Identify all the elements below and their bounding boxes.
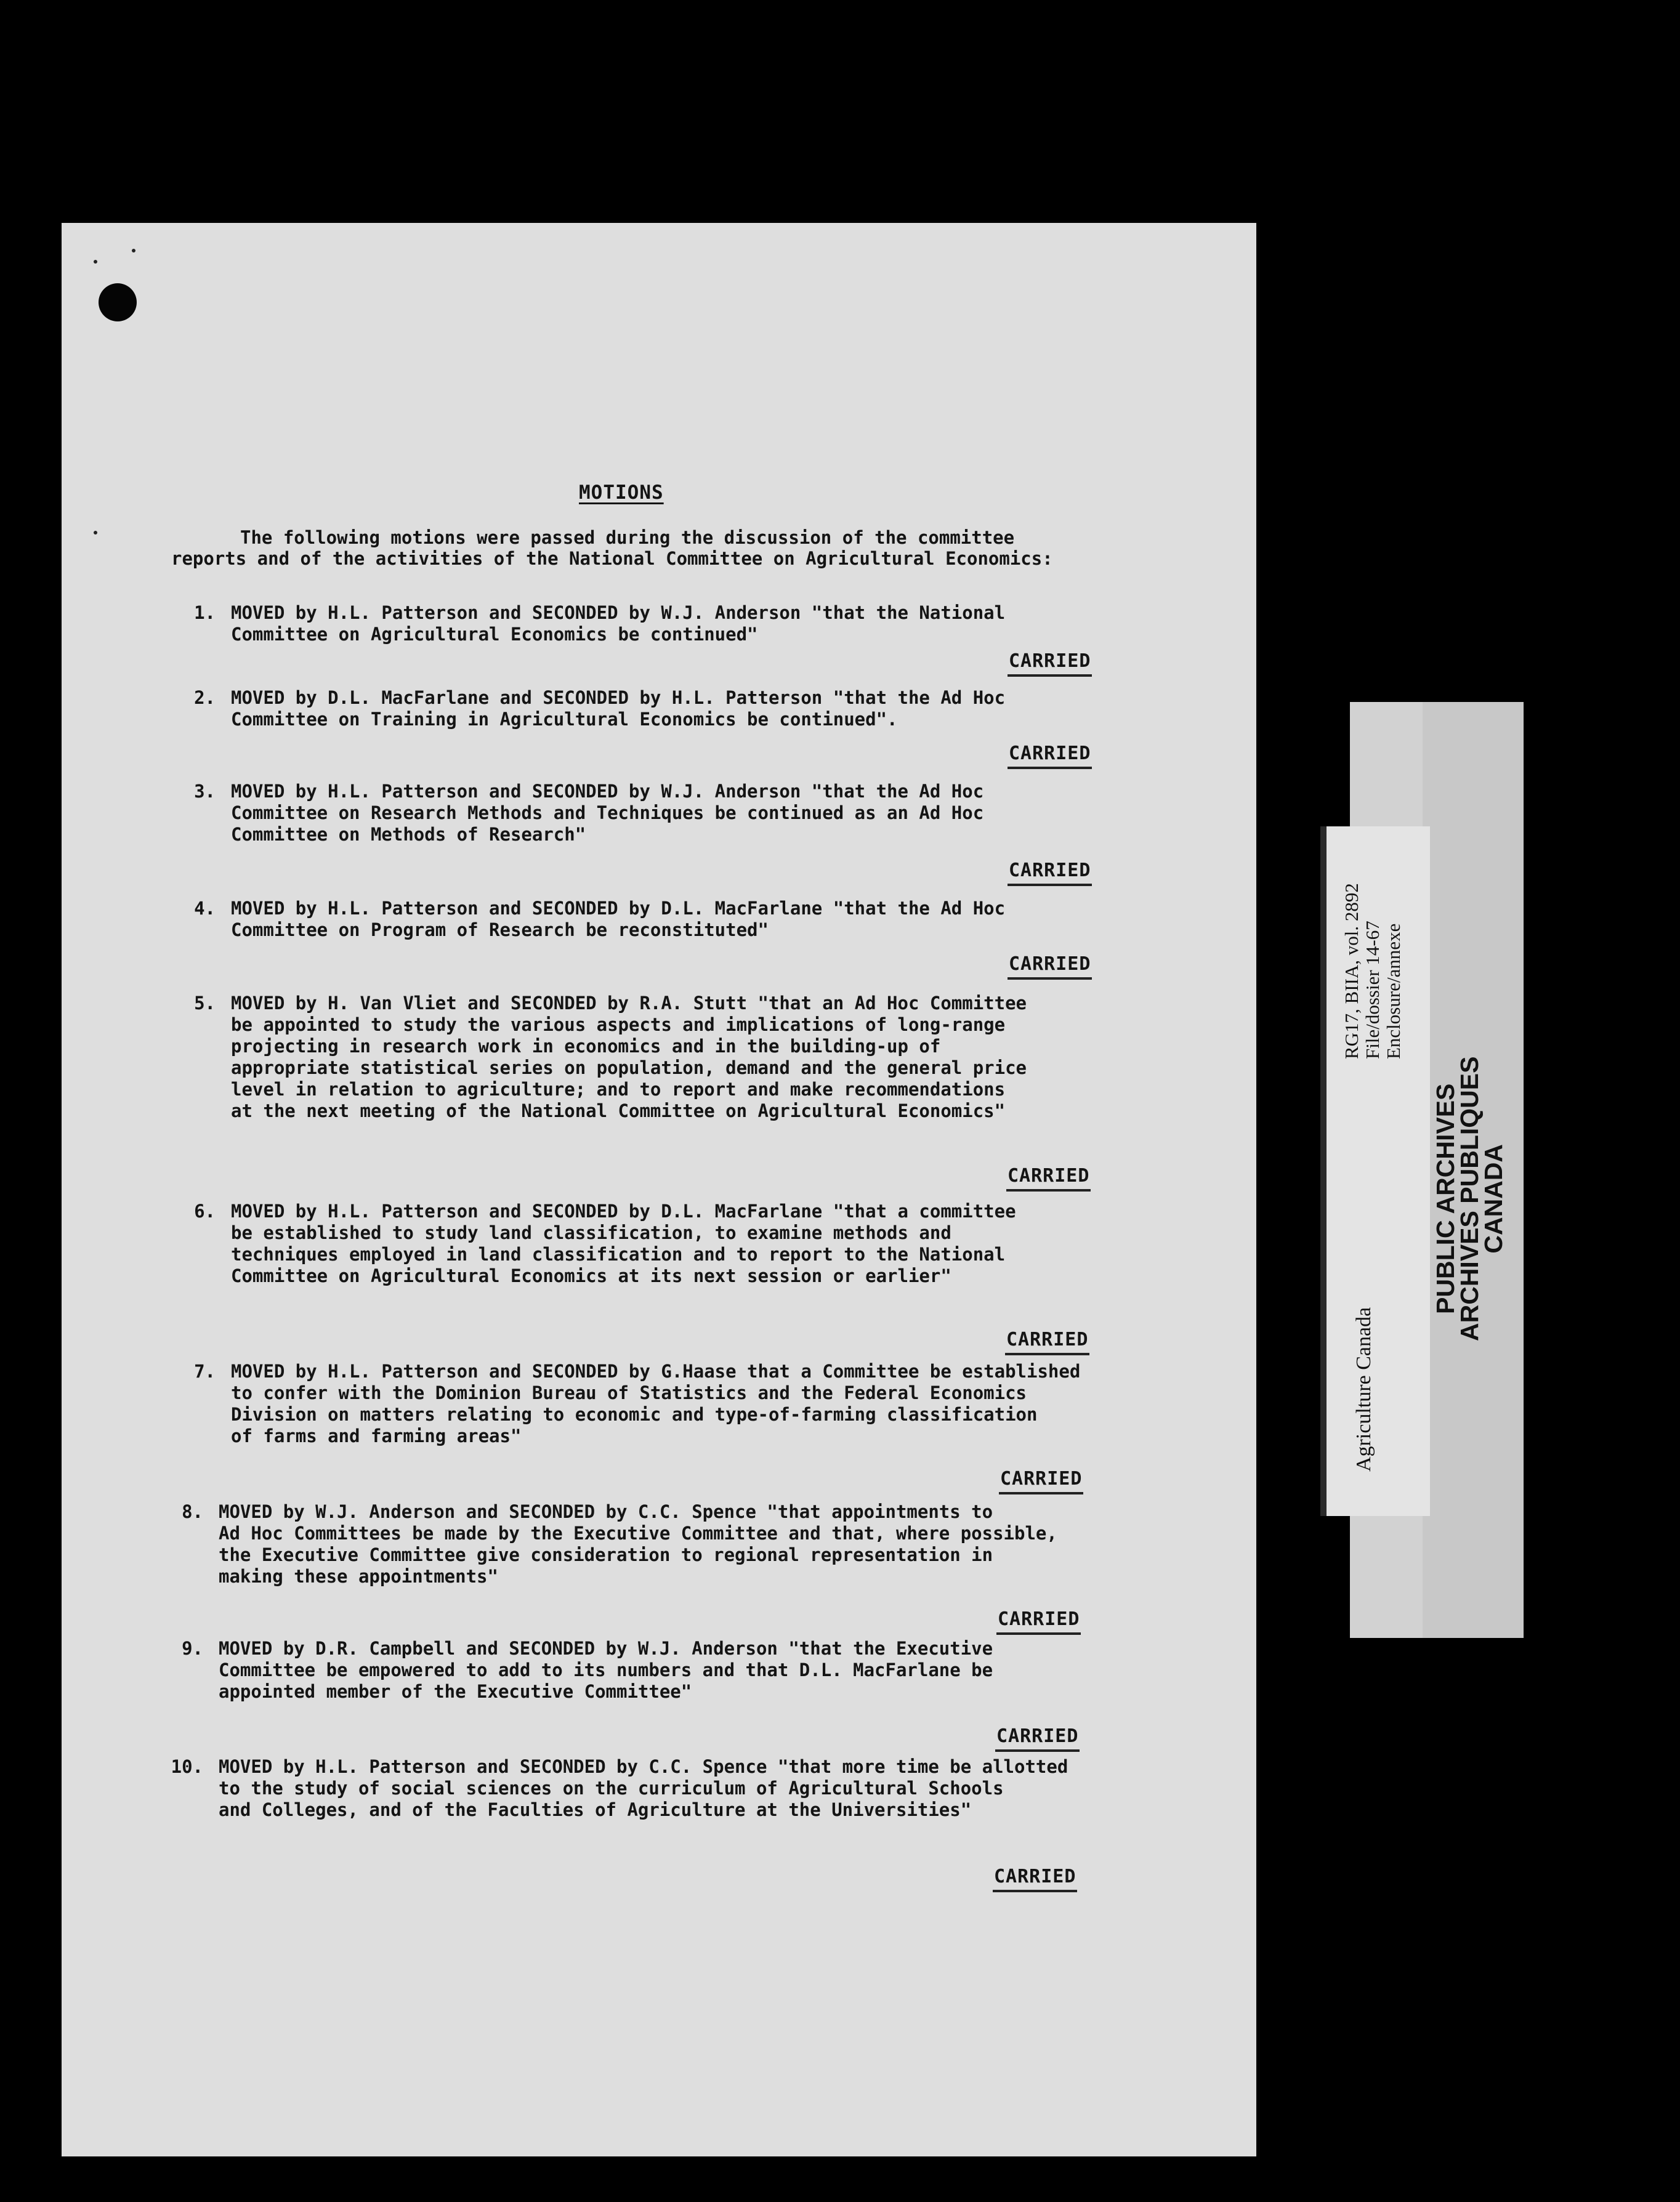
- motion-line: the Executive Committee give consideration to regional representation in: [219, 1544, 993, 1565]
- motion-number: 1.: [194, 602, 216, 623]
- carried-label: CARRIED: [1005, 1329, 1089, 1355]
- motion-3: [166, 781, 1226, 845]
- motion-number: 3.: [194, 781, 216, 802]
- motion-line: MOVED by H.L. Patterson and SECONDED by W.J. Anderson "that the Ad Hoc: [231, 781, 984, 802]
- motion-line: appropriate statistical series on population, demand and the general price: [231, 1057, 1027, 1078]
- intro-line: The following motions were passed during the discussion of the committee: [240, 527, 1015, 548]
- motion-number: 2.: [194, 687, 216, 708]
- archive-reference-line: Enclosure/annexe: [1383, 923, 1404, 1059]
- motion-line: Committee on Program of Research be reconstituted": [231, 919, 769, 940]
- motion-number: 5.: [194, 993, 216, 1014]
- motion-6: [166, 1201, 1226, 1287]
- carried-label: CARRIED: [1008, 743, 1092, 769]
- page-title: MOTIONS: [579, 482, 664, 504]
- motion-1: [166, 602, 1226, 645]
- carried-label: CARRIED: [1006, 1165, 1091, 1192]
- motion-4: [166, 898, 1226, 941]
- motion-8: [154, 1501, 1213, 1587]
- motion-number: 6.: [194, 1201, 216, 1222]
- motion-number: 4.: [194, 898, 216, 919]
- speck: [94, 531, 97, 534]
- motion-line: Committee on Agricultural Economics be continued": [231, 624, 758, 645]
- archive-institution-line: CANADA: [1479, 1143, 1508, 1254]
- motion-line: Committee on Agricultural Economics at its next session or earlier": [231, 1265, 951, 1286]
- motion-line: MOVED by W.J. Anderson and SECONDED by C.C. Spence "that appointments to: [219, 1501, 993, 1522]
- archive-department: Agriculture Canada: [1352, 1307, 1375, 1472]
- archive-reference: [1341, 883, 1404, 1059]
- speck: [132, 249, 135, 252]
- motion-line: to the study of social sciences on the curriculum of Agricultural Schools: [219, 1778, 1004, 1799]
- archive-reference-line: File/dossier 14-67: [1362, 921, 1383, 1059]
- carried-label: CARRIED: [1008, 650, 1092, 677]
- archive-institution-line: ARCHIVES PUBLIQUES: [1455, 1056, 1484, 1341]
- motion-line: Committee on Methods of Research": [231, 824, 586, 845]
- motion-line: and Colleges, and of the Faculties of Agriculture at the Universities": [219, 1799, 972, 1820]
- archive-institution-line: PUBLIC ARCHIVES: [1431, 1083, 1460, 1314]
- punch-hole: [99, 283, 137, 321]
- carried-label: CARRIED: [1008, 860, 1092, 886]
- archive-reference-line: RG17, BIIA, vol. 2892: [1341, 883, 1362, 1059]
- motion-line: MOVED by H.L. Patterson and SECONDED by D.L. MacFarlane "that the Ad Hoc: [231, 898, 1006, 919]
- motion-2: [166, 687, 1226, 730]
- motion-line: MOVED by H. Van Vliet and SECONDED by R.A. Stutt "that an Ad Hoc Committee: [231, 993, 1027, 1014]
- motion-line: be established to study land classification, to examine methods and: [231, 1222, 951, 1243]
- motion-line: MOVED by D.L. MacFarlane and SECONDED by H.L. Patterson "that the Ad Hoc: [231, 687, 1006, 708]
- carried-label: CARRIED: [996, 1608, 1081, 1635]
- motion-line: at the next meeting of the National Committee on Agricultural Economics": [231, 1100, 1006, 1121]
- motion-number: 7.: [194, 1361, 216, 1382]
- motion-line: appointed member of the Executive Committee": [219, 1681, 692, 1702]
- motion-line: MOVED by H.L. Patterson and SECONDED by C.C. Spence "that more time be allotted: [219, 1756, 1068, 1777]
- motion-line: MOVED by H.L. Patterson and SECONDED by D.L. MacFarlane "that a committee: [231, 1201, 1016, 1222]
- motion-line: MOVED by D.R. Campbell and SECONDED by W.J. Anderson "that the Executive: [219, 1638, 993, 1659]
- intro-paragraph: [171, 527, 1218, 569]
- carried-label: CARRIED: [1008, 953, 1092, 980]
- motion-line: to confer with the Dominion Bureau of Statistics and the Federal Economics: [231, 1382, 1027, 1403]
- intro-line: reports and of the activities of the National Committee on Agricultural Economics:: [171, 548, 1053, 569]
- motion-line: Committee be empowered to add to its numbers and that D.L. MacFarlane be: [219, 1660, 993, 1680]
- speck: [94, 260, 97, 264]
- motion-line: of farms and farming areas": [231, 1426, 522, 1446]
- motion-line: Ad Hoc Committees be made by the Executive Committee and that, where possible,: [219, 1523, 1057, 1544]
- motion-line: MOVED by H.L. Patterson and SECONDED by G.Haase that a Committee be established: [231, 1361, 1081, 1382]
- motion-7: [166, 1361, 1226, 1447]
- motion-line: be appointed to study the various aspects and implications of long-range: [231, 1014, 1006, 1035]
- motion-10: [154, 1756, 1213, 1821]
- motion-number: 10.: [171, 1756, 203, 1777]
- motion-9: [154, 1638, 1213, 1703]
- motion-line: projecting in research work in economics and in the building-up of: [231, 1036, 941, 1057]
- motion-number: 9.: [182, 1638, 203, 1659]
- archive-institution: [1431, 1056, 1508, 1341]
- carried-label: CARRIED: [993, 1866, 1077, 1892]
- carried-label: CARRIED: [999, 1468, 1083, 1494]
- carried-label: CARRIED: [995, 1725, 1080, 1752]
- motion-line: techniques employed in land classification and to report to the National: [231, 1244, 1006, 1265]
- motion-line: level in relation to agriculture; and to report and make recommendations: [231, 1079, 1006, 1100]
- motion-line: making these appointments": [219, 1566, 498, 1587]
- motion-5: [166, 993, 1226, 1122]
- motion-line: Committee on Research Methods and Techniques be continued as an Ad Hoc: [231, 802, 984, 823]
- motion-number: 8.: [182, 1501, 203, 1522]
- motion-line: Committee on Training in Agricultural Economics be continued".: [231, 709, 898, 730]
- motion-line: MOVED by H.L. Patterson and SECONDED by W.J. Anderson "that the National: [231, 602, 1006, 623]
- motion-line: Division on matters relating to economic and type-of-farming classification: [231, 1404, 1038, 1425]
